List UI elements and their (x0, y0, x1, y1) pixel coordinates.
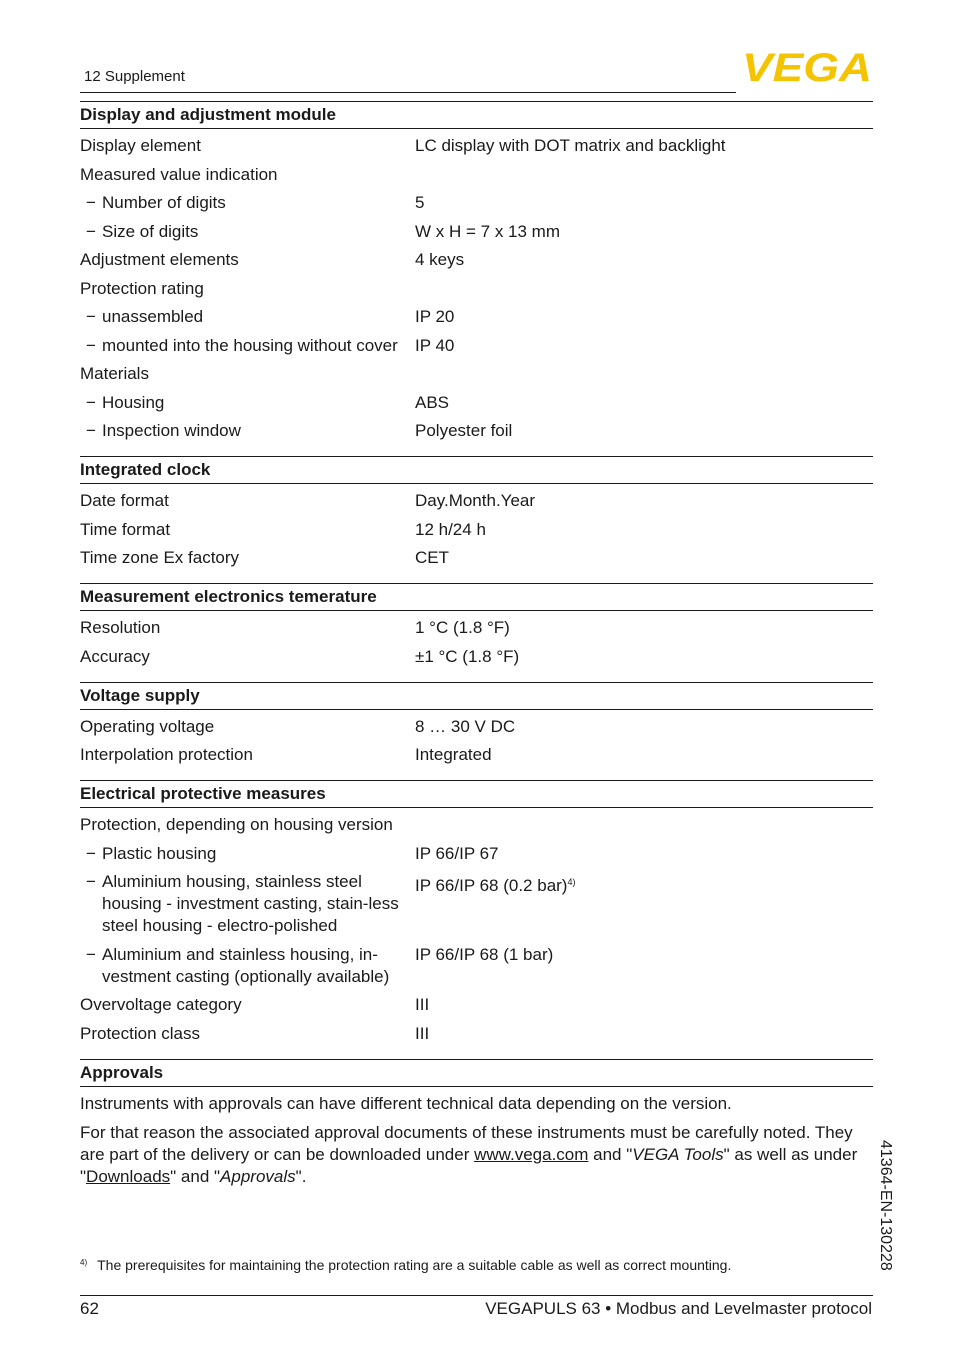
spec-value (415, 843, 873, 865)
spec-row (80, 363, 873, 385)
spec-value-text: Integrated (415, 745, 492, 764)
spec-label: Accuracy (80, 646, 150, 666)
spec-row (80, 335, 873, 357)
spec-row (80, 547, 873, 569)
section-heading: Electrical protective measures (80, 780, 873, 808)
spec-value (415, 306, 873, 328)
spec-value (415, 490, 873, 512)
list-dash: − (86, 872, 96, 891)
technical-data-table (80, 101, 873, 1188)
spec-sub-label-text: Size of digits (102, 221, 199, 241)
text-run: " as well as under " (80, 1144, 858, 1186)
spec-value-text: IP 20 (415, 307, 455, 326)
spec-value-text: ABS (415, 392, 450, 412)
section-heading: Integrated clock (80, 456, 873, 484)
spec-sub-label-text: unassembled (102, 307, 204, 326)
header-divider (80, 92, 736, 93)
spec-label: Time format (80, 519, 171, 539)
spec-label: Protection class (80, 1023, 200, 1043)
section-heading: Display and adjustment module (80, 101, 873, 129)
list-dash: − (86, 335, 96, 355)
spec-label: Protection rating (80, 278, 204, 298)
emphasis: VEGA Tools (632, 1144, 724, 1164)
spec-row (80, 716, 873, 738)
spec-label: Date format (80, 491, 169, 510)
spec-value (415, 249, 873, 271)
spec-sub-label-text: Inspection window (102, 421, 241, 440)
spec-value-text: 12 h/24 h (415, 519, 486, 539)
section-heading: Voltage supply (80, 682, 873, 710)
spec-row (80, 994, 873, 1016)
vega-logo (742, 50, 872, 84)
spec-value-text: IP 66/IP 68 (1 bar) (415, 944, 554, 964)
spec-value-text: IP 66/IP 67 (415, 843, 499, 863)
list-dash: − (86, 193, 96, 212)
spec-label: Operating voltage (80, 716, 215, 736)
spec-value (415, 363, 873, 385)
spec-label: Adjustment elements (80, 250, 239, 269)
spec-row (80, 646, 873, 668)
footnote (80, 1257, 731, 1273)
spec-value-text: IP 66/IP 68 (0.2 bar) (415, 876, 568, 895)
spec-row (80, 278, 873, 300)
spec-value (415, 646, 873, 668)
spec-label: Display element (80, 136, 201, 155)
spec-row (80, 135, 873, 157)
section-heading: Measurement electronics temerature (80, 583, 873, 611)
spec-sub-label (80, 843, 415, 865)
text-run: and " (588, 1144, 633, 1164)
approvals-text (80, 1087, 873, 1188)
section-rows (80, 611, 873, 668)
section-rows (80, 484, 873, 569)
spec-value (415, 192, 873, 214)
spec-row (80, 744, 873, 766)
spec-row (80, 221, 873, 243)
header-section-label: 12 Supplement (84, 68, 185, 85)
spec-row (80, 192, 873, 214)
spec-row (80, 306, 873, 328)
spec-row (80, 617, 873, 639)
spec-sub-label-text: Aluminium housing, stainless steel housing - investment casting, stain-less steel housing - electro-polished (102, 872, 399, 935)
spec-row (80, 1023, 873, 1045)
spec-row (80, 843, 873, 865)
spec-value-text: III (415, 995, 430, 1014)
spec-sub-label (80, 335, 415, 357)
spec-row (80, 871, 873, 937)
spec-value (415, 135, 873, 157)
page-number: 62 (80, 1299, 99, 1318)
spec-value (415, 519, 873, 541)
spec-value (415, 420, 873, 442)
spec-value-text: 8 … 30 V DC (415, 716, 516, 736)
spec-label: Overvoltage category (80, 995, 242, 1014)
section-rows (80, 129, 873, 442)
spec-sub-label (80, 221, 415, 243)
list-dash: − (86, 221, 96, 241)
spec-sub-label (80, 871, 415, 937)
spec-label: Time zone Ex factory (80, 548, 240, 567)
spec-value (415, 164, 873, 186)
spec-label: Resolution (80, 618, 161, 637)
spec-value (415, 392, 873, 414)
spec-sub-label-text: Number of digits (102, 193, 226, 212)
footnote-mark: 4) (80, 1258, 88, 1267)
spec-label: Interpolation protection (80, 745, 253, 764)
spec-value (415, 547, 873, 569)
spec-label: Materials (80, 364, 149, 383)
emphasis: Approvals (220, 1166, 296, 1186)
list-dash: − (86, 421, 96, 440)
footer-divider (80, 1295, 873, 1296)
spec-value-text: ±1 °C (1.8 °F) (415, 646, 520, 666)
spec-sub-label (80, 192, 415, 214)
spec-sub-label (80, 944, 415, 988)
approvals-paragraph: Instruments with approvals can have different technical data depending on the version. (80, 1093, 732, 1113)
downloads-link[interactable]: Downloads (86, 1166, 171, 1186)
spec-sub-label (80, 306, 415, 328)
spec-value-text: III (415, 1023, 430, 1043)
spec-sub-label-text: Plastic housing (102, 843, 217, 863)
footnote-text: The prerequisites for maintaining the protection rating are a suitable cable as well as correct mounting. (97, 1257, 732, 1273)
spec-value-text: 5 (415, 193, 425, 212)
spec-value (415, 278, 873, 300)
section-rows (80, 710, 873, 767)
spec-value (415, 871, 873, 937)
svg-text:VEGA: VEGA (742, 50, 872, 84)
spec-value-text: LC display with DOT matrix and backlight (415, 136, 726, 155)
spec-row (80, 490, 873, 512)
spec-sub-label-text: Housing (102, 392, 165, 412)
spec-value-text: 4 keys (415, 250, 465, 269)
list-dash: − (86, 944, 96, 964)
footer-document-title: VEGAPULS 63 • Modbus and Levelmaster protocol (485, 1299, 872, 1318)
spec-value (415, 335, 873, 357)
footnote-ref: 4) (567, 877, 576, 887)
spec-value-text: 1 °C (1.8 °F) (415, 618, 510, 637)
document-code: 41364-EN-130228 (877, 1140, 894, 1271)
list-dash: − (86, 843, 96, 863)
spec-sub-label (80, 392, 415, 414)
spec-row (80, 944, 873, 988)
spec-value-text: IP 40 (415, 335, 455, 355)
list-dash: − (86, 392, 96, 412)
spec-value (415, 1023, 873, 1045)
section-heading: Approvals (80, 1059, 873, 1087)
spec-value (415, 744, 873, 766)
spec-label: Measured value indication (80, 164, 278, 184)
spec-row (80, 249, 873, 271)
spec-value (415, 944, 873, 988)
text-run: ". (295, 1166, 307, 1186)
spec-row (80, 392, 873, 414)
list-dash: − (86, 307, 96, 326)
spec-value (415, 716, 873, 738)
section-rows (80, 808, 873, 1045)
spec-value (415, 221, 873, 243)
spec-label: Protection, depending on housing version (80, 815, 393, 834)
spec-value-text: CET (415, 548, 449, 567)
spec-value-text: W x H = 7 x 13 mm (415, 221, 560, 241)
spec-value-text: Polyester foil (415, 421, 513, 440)
spec-value-text: Day.Month.Year (415, 491, 536, 510)
approvals-paragraph (80, 1122, 873, 1188)
spec-row (80, 519, 873, 541)
spec-row (80, 420, 873, 442)
text-run: " and " (170, 1166, 221, 1186)
spec-sub-label (80, 420, 415, 442)
website-link[interactable]: www.vega.com (474, 1144, 589, 1164)
spec-value (415, 994, 873, 1016)
spec-row (80, 164, 873, 186)
text-run: For that reason the associated approval documents of these instruments must be carefully noted. They are part of the delivery or can be downloaded under (80, 1122, 853, 1164)
spec-sub-label-text: mounted into the housing without cover (102, 335, 398, 355)
spec-row (80, 814, 873, 836)
spec-sub-label-text: Aluminium and stainless housing, in-vestment casting (optionally available) (102, 944, 390, 986)
spec-value (415, 617, 873, 639)
